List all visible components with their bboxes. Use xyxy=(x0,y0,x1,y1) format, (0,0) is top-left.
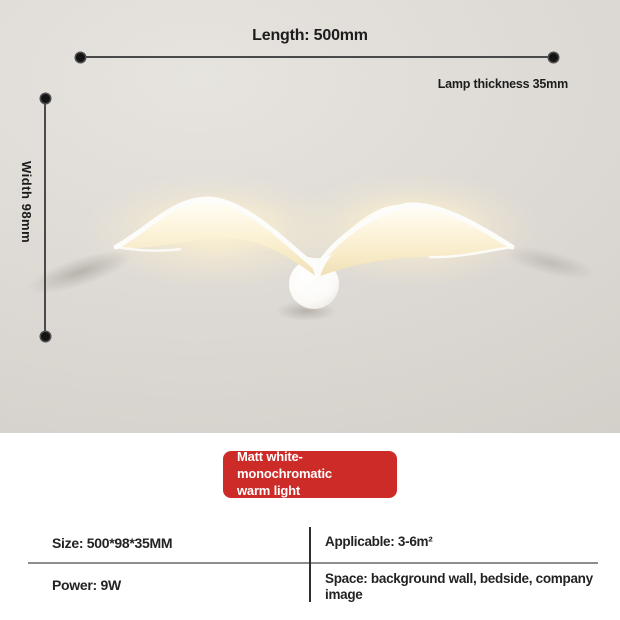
spec-space: Space: background wall, bedside, company image xyxy=(325,571,593,602)
dimension-endpoint-dot xyxy=(41,332,50,341)
spec-size: Size: 500*98*35MM xyxy=(52,535,173,551)
width-label: Width 98mm xyxy=(19,161,34,244)
spec-power: Power: 9W xyxy=(52,577,121,593)
dimension-endpoint-dot xyxy=(41,94,50,103)
dimension-endpoint-dot xyxy=(549,53,558,62)
warm-light-badge xyxy=(223,451,397,498)
badge-text-line2: warm light xyxy=(237,482,301,498)
length-dimension-line xyxy=(81,56,553,58)
dimension-endpoint-dot xyxy=(76,53,85,62)
spec-table-horizontal-divider xyxy=(28,562,598,564)
spec-applicable-area: Applicable: 3-6m² xyxy=(325,534,433,549)
lamp-thickness-label: Lamp thickness 35mm xyxy=(437,77,568,91)
spec-table-vertical-divider xyxy=(309,527,311,602)
badge-text-line1: Matt white-monochromatic xyxy=(237,449,332,482)
width-dimension-line xyxy=(44,99,46,336)
length-label: Length: 500mm xyxy=(252,27,368,44)
